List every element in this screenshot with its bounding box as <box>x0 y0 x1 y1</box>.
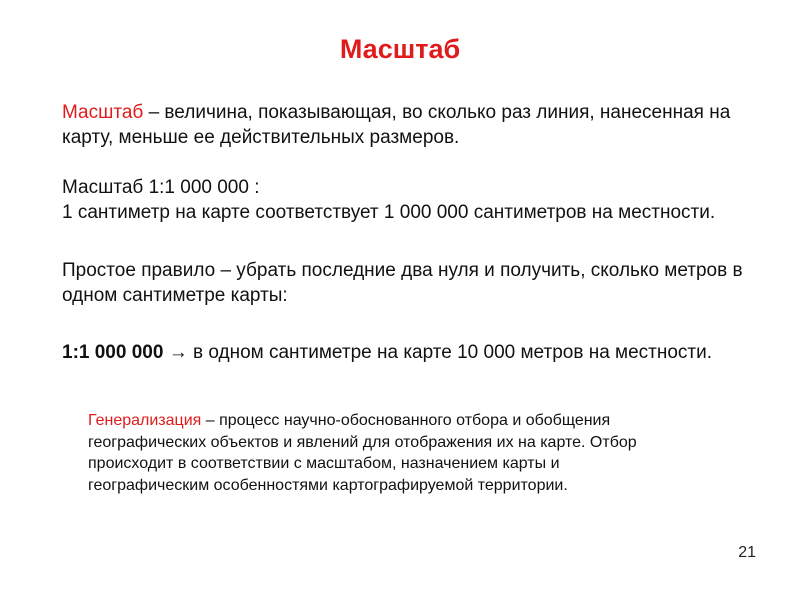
result-paragraph <box>62 340 762 365</box>
definition-term: Масштаб <box>62 102 144 123</box>
generalization-term: Генерализация <box>88 412 202 429</box>
result-text: → в одном сантиметре на карте 10 000 метров на местности. <box>163 342 713 363</box>
generalization-paragraph <box>88 410 648 496</box>
scale-example <box>62 175 762 225</box>
scale-example-line2: 1 сантиметр на карте соответствует 1 000 000 сантиметров на местности. <box>62 202 716 223</box>
page-number: 21 <box>738 544 756 561</box>
slide-title: Масштаб <box>339 34 461 64</box>
result-scale: 1:1 000 000 <box>62 342 164 363</box>
rule-paragraph: Простое правило – убрать последние два нуля и получить, сколько метров в одном сантиметре карты: <box>62 260 743 306</box>
scale-example-line1: Масштаб 1:1 000 000 : <box>62 177 260 198</box>
definition-paragraph <box>62 100 762 150</box>
generalization-text: – процесс научно-обоснованного отбора и обобщения географических объектов и явлений для отображения их на карте. Отбор происходит в соответствии с масштабом, назначением карты и географическим особенностями картографируемой территории. <box>88 412 637 494</box>
definition-text: – величина, показывающая, во сколько раз линия, нанесенная на карту, меньше ее действительных размеров. <box>62 102 731 148</box>
